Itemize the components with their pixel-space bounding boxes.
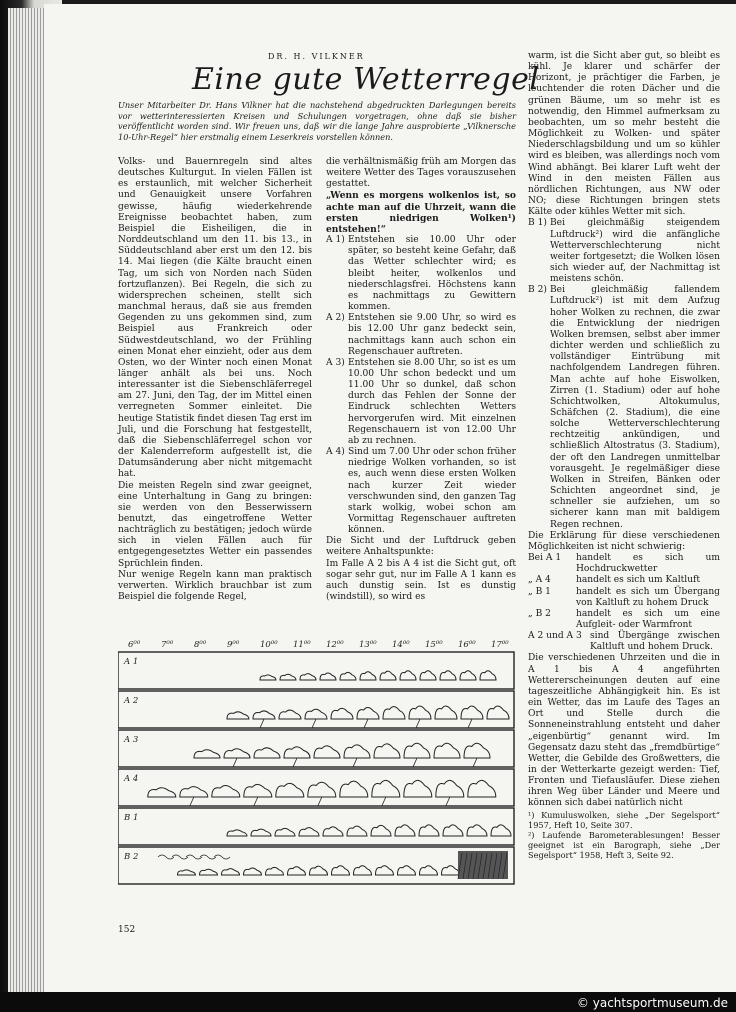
time-label: 16⁰⁰ bbox=[458, 640, 476, 650]
explain-text: sind Übergänge zwischen Kaltluft und hohem Druck. bbox=[590, 631, 720, 653]
cirrus-mark bbox=[200, 855, 216, 859]
cloud-mark bbox=[398, 866, 416, 875]
article-title: Eine gute Wetterregel bbox=[192, 62, 540, 97]
cloud-mark bbox=[467, 825, 487, 836]
cloud-mark bbox=[371, 825, 391, 836]
rain-streak bbox=[364, 719, 368, 728]
cloud-mark bbox=[253, 711, 275, 719]
time-label: 17⁰⁰ bbox=[491, 640, 509, 650]
explain-text: handelt es sich um Übergang von Kaltluft zu hohem Druck bbox=[576, 586, 720, 608]
rain-streak bbox=[233, 758, 237, 767]
time-label: 15⁰⁰ bbox=[425, 640, 443, 650]
cloud-mark bbox=[178, 870, 196, 875]
time-label: 12⁰⁰ bbox=[326, 640, 344, 650]
cloud-mark bbox=[323, 827, 343, 836]
time-label: 10⁰⁰ bbox=[260, 640, 278, 650]
cloud-mark bbox=[331, 708, 353, 719]
cloud-mark bbox=[400, 671, 416, 680]
explain-text: handelt es sich um Kaltluft bbox=[576, 575, 701, 586]
explain-text: handelt es sich um Hochdruckwetter bbox=[576, 553, 720, 575]
cloud-mark bbox=[357, 707, 379, 719]
watermark: © yachtsportmuseum.de bbox=[576, 996, 728, 1010]
cloud-mark bbox=[434, 743, 460, 758]
rain-streak bbox=[190, 797, 194, 806]
cloud-mark bbox=[374, 744, 400, 758]
cloud-mark bbox=[461, 706, 483, 719]
rain-streak bbox=[312, 719, 316, 728]
time-label: 7⁰⁰ bbox=[161, 640, 174, 650]
paragraph: Die meisten Regeln sind zwar geeignet, eine Unterhaltung in Gang zu bringen: sie werden von den Besserwissern benutzt, das eingetroffene Wetter nachträglich zu bestätigen; jedoch würde sich in vielen Fällen auch für entgegengesetztes Wetter ein passendes Sprüchlein finden. bbox=[118, 480, 312, 569]
explain-item bbox=[528, 631, 720, 653]
paragraph: warm, ist die Sicht aber gut, so bleibt es kühl. Je klarer und schärfer der Horizont, je prächtiger die Farben, je leuchtender die roten Dächer und die grünen Bäume, um so mehr ist es notwendig, den Himmel aufmerksam zu beobachten, um so mehr besteht die Möglichkeit zu Wolken- und später Niederschlagsbildung und um so kühler wird es bleiben, was allerdings noch vom Wind abhängt. Bei klarer Luft weht der Wind in den meisten Fällen aus nördlichen Richtungen, aus NW oder NO; diese Richtungen bringen stets Kälte oder kühles Wetter mit sich. bbox=[528, 51, 720, 218]
rule-item-label: B 1) bbox=[528, 218, 547, 229]
cloud-mark bbox=[276, 783, 304, 797]
rain-streak bbox=[293, 758, 297, 767]
cloud-mark bbox=[300, 674, 316, 680]
cloud-mark bbox=[420, 866, 438, 875]
rule-item bbox=[528, 218, 720, 285]
cloud-mark bbox=[332, 866, 350, 875]
cloud-mark bbox=[487, 706, 509, 719]
time-label: 13⁰⁰ bbox=[359, 640, 377, 650]
rule-item bbox=[326, 313, 516, 358]
cloud-mark bbox=[275, 828, 295, 836]
rule-item-label: A 2) bbox=[326, 313, 345, 324]
cloud-mark bbox=[395, 825, 415, 836]
cloud-mark bbox=[480, 671, 496, 680]
explain-text: handelt es sich um eine Aufgleit- oder Warmfront bbox=[576, 608, 720, 630]
rain-streak bbox=[318, 797, 322, 806]
cirrus-mark bbox=[172, 855, 188, 859]
cloud-mark bbox=[222, 869, 240, 875]
cloud-mark bbox=[200, 869, 218, 875]
cloud-mark bbox=[279, 710, 301, 719]
paragraph: Die verschiedenen Uhrzeiten und die in A 1 bis A 4 angeführten Wettererscheinungen deuten auf eine tageszeitliche Abhängigkeit hin. Es ist ein Wetter, das im Laufe des Tages an Ort und Stelle durch die Sonneneinstrahlung entsteht und daher „eigenbürtig“ genannt wird. Im Gegensatz dazu steht das „fremdbürtige“ Wetter, die Gebilde des Großwetters, die in der Wetterkarte gezeigt werden: Tief, Fronten und Tiefausläufer. Diese ziehen ihren Weg über Länder und Meere und können sich dabei natürlich nicht bbox=[528, 653, 720, 809]
rain-streak bbox=[473, 758, 477, 767]
cloud-mark bbox=[404, 780, 432, 797]
explain-item bbox=[528, 553, 720, 575]
figure-row-box bbox=[118, 847, 514, 884]
time-label: 9⁰⁰ bbox=[227, 640, 240, 650]
rule-item-label: B 2) bbox=[528, 285, 547, 296]
rain-streak bbox=[416, 719, 420, 728]
cloud-mark bbox=[360, 672, 376, 680]
cloud-mark bbox=[383, 707, 405, 719]
rule-item-text: Entstehen sie 9.00 Uhr, so wird es bis 12.00 Uhr ganz bedeckt sein, nachmittags kann auch schon ein Regenschauer auftreten. bbox=[348, 313, 516, 357]
rule-item-label: A 1) bbox=[326, 235, 345, 246]
cloud-mark bbox=[224, 749, 250, 758]
row-label: B 2 bbox=[124, 852, 139, 862]
explain-label: „ B 1 bbox=[528, 586, 551, 597]
author-line: DR. H. VILKNER bbox=[268, 52, 365, 61]
cloud-mark bbox=[310, 866, 328, 875]
rain-streak bbox=[260, 719, 264, 728]
explain-label: „ B 2 bbox=[528, 608, 551, 619]
time-label: 11⁰⁰ bbox=[293, 640, 311, 650]
cloud-mark bbox=[376, 866, 394, 875]
cloud-mark bbox=[404, 743, 430, 758]
cloud-mark bbox=[443, 825, 463, 836]
cloud-mark bbox=[227, 712, 249, 719]
rain-streak bbox=[468, 719, 472, 728]
cloud-mark bbox=[266, 867, 284, 875]
explain-label: „ A 4 bbox=[528, 575, 551, 586]
paragraph: Nur wenige Regeln kann man praktisch verwerten. Wirklich brauchbar ist zum Beispiel die folgende Regel, bbox=[118, 569, 312, 603]
cloud-mark bbox=[244, 868, 262, 875]
cloud-mark bbox=[280, 674, 296, 680]
time-label: 14⁰⁰ bbox=[392, 640, 410, 650]
cloud-mark bbox=[419, 825, 439, 836]
footnote: ¹) Kumuluswolken, siehe „Der Segelsport“ 1957, Heft 10, Seite 307. bbox=[528, 809, 720, 830]
cloud-mark bbox=[299, 828, 319, 836]
rain-streak bbox=[254, 797, 258, 806]
cloud-mark bbox=[380, 671, 396, 680]
page-edges bbox=[8, 8, 44, 993]
time-label: 6⁰⁰ bbox=[128, 640, 141, 650]
figure-row-box bbox=[118, 652, 514, 689]
rule-statement: „Wenn es morgens wolkenlos ist, so achte man auf die Uhrzeit, wann die ersten niedrigen Wolken¹) entstehen!“ bbox=[326, 190, 516, 235]
paragraph: die verhältnismäßig früh am Morgen das weitere Wetter des Tages vorauszusehen gestattet. bbox=[326, 157, 516, 190]
cloud-mark bbox=[254, 748, 280, 758]
column-1 bbox=[118, 157, 312, 603]
cloud-mark bbox=[314, 746, 340, 758]
rain-streak bbox=[382, 797, 386, 806]
cloud-mark bbox=[372, 780, 400, 797]
rule-item-text: Entstehen sie 8.00 Uhr, so ist es um 10.00 Uhr schon bedeckt und um 11.00 Uhr so dunkel, daß schon durch das Fehlen der Sonne der Eindruck schlechten Wetters hervorgerufen wird. Mit einzelnen Regenschauern ist von 12.00 Uhr ab zu rechnen. bbox=[348, 357, 516, 446]
rule-item bbox=[326, 235, 516, 313]
cloud-mark bbox=[212, 786, 240, 797]
cloud-mark bbox=[464, 743, 490, 758]
cloud-mark bbox=[340, 781, 368, 797]
row-label: A 4 bbox=[124, 774, 139, 784]
rain-streak bbox=[446, 797, 450, 806]
page-number: 152 bbox=[118, 925, 136, 935]
rule-item-text: Entstehen sie 10.00 Uhr oder später, so besteht keine Gefahr, daß das Wetter schlechter wird; es bleibt heiter, wolkenlos und niederschlagsfrei. Höchstens kann es nachmittags zu Gewittern kommen. bbox=[348, 235, 516, 313]
cloud-mark bbox=[436, 780, 464, 797]
cloud-mark bbox=[460, 671, 476, 680]
rain-streak bbox=[353, 758, 357, 767]
intro-paragraph: Unser Mitarbeiter Dr. Hans Vilkner hat die nachstehend abgedruckten Darlegungen bereits vor wetterinteressierten Kreisen und Schulungen vorgetragen, ohne daß sie bisher veröffentlicht worden sind. Wir freuen uns, daß wir die lange Jahre ausprobierte „Vilknersche 10-Uhr-Regel“ hier erstmalig einem Leserkreis vorstellen können. bbox=[118, 100, 516, 142]
cirrus-mark bbox=[186, 855, 202, 859]
rule-item bbox=[528, 285, 720, 530]
cloud-mark bbox=[194, 750, 220, 758]
rule-item-text: Sind um 7.00 Uhr oder schon früher niedrige Wolken vorhanden, so ist es, auch wenn diese ersten Wolken nach kurzer Zeit wieder verschwunden sind, den ganzen Tag stark wolkig, wobei schon am Vormittag Regenschauer auftreten können. bbox=[348, 447, 516, 536]
cloud-mark bbox=[435, 706, 457, 719]
rule-item-text: Bei gleichmäßig steigendem Luftdruck²) wird die anfängliche Wetterverschlechterung nicht weiter fortgesetzt; die Wolken lösen sich wieder auf, der Nachmittag ist meistens schön. bbox=[550, 218, 720, 285]
cirrus-mark bbox=[214, 855, 230, 859]
row-label: B 1 bbox=[124, 813, 139, 823]
paragraph: Die Sicht und der Luftdruck geben weitere Anhaltspunkte: bbox=[326, 536, 516, 558]
cloud-timeline-figure bbox=[118, 636, 518, 892]
cloud-mark bbox=[354, 866, 372, 875]
time-label: 8⁰⁰ bbox=[194, 640, 207, 650]
cloud-mark bbox=[308, 782, 336, 797]
paragraph: Die Erklärung für diese verschiedenen Möglichkeiten ist nicht schwierig: bbox=[528, 530, 720, 552]
cloud-mark bbox=[491, 825, 511, 836]
rule-item bbox=[326, 447, 516, 536]
rule-item-label: A 3) bbox=[326, 357, 345, 368]
cloud-mark bbox=[468, 780, 496, 797]
cloud-mark bbox=[251, 829, 271, 836]
cloud-mark bbox=[409, 706, 431, 719]
cloud-mark bbox=[260, 675, 276, 680]
cloud-mark bbox=[227, 830, 247, 836]
cloud-mark bbox=[442, 866, 460, 875]
cloud-mark bbox=[440, 671, 456, 680]
cloud-mark bbox=[148, 788, 176, 797]
cloud-mark bbox=[288, 867, 306, 875]
rule-item-text: Bei gleichmäßig fallendem Luftdruck²) ist mit dem Aufzug hoher Wolken zu rechnen, die zwar die Entwicklung der niedrigen Wolken bremsen, selbst aber immer dichter werden und schließlich zu vollständiger Eintrübung mit nachfolgendem Landregen führen. Man achte auf hohe Eiswolken, Zirren (1. Stadium) oder auf hohe Schichtwolken, Altokumulus, Schäfchen (2. Stadium), die eine solche Wetterverschlechterung rechtzeitig ankündigen, und schließlich Altostratus (3. Stadium), der oft den Landregen unmittelbar vorausgeht. Je regelmäßiger diese Wolken in Streifen, Bänken oder Schichten angeordnet sind, je schneller sie aufziehen, um so sicherer kann man mit baldigem Regen rechnen. bbox=[550, 285, 720, 530]
cloud-mark bbox=[180, 787, 208, 797]
row-label: A 1 bbox=[124, 657, 139, 667]
rule-item-label: A 4) bbox=[326, 447, 345, 458]
cloud-mark bbox=[305, 709, 327, 719]
row-label: A 2 bbox=[124, 696, 139, 706]
paragraph: Volks- und Bauernregeln sind altes deutsches Kulturgut. In vielen Fällen ist es erstaunlich, mit welcher Sicherheit und Genauigkeit unsere Vorfahren gewisse, häufig wiederkehrende Ereignisse beobachtet haben, zum Beispiel die Eisheiligen, die in Norddeutschland um den 11. bis 13., in Süddeutschland aber erst um den 12. bis 14. Mai liegen (die Kälte braucht einen Tag, um sich von Norden nach Süden fortzuflanzen). Bei Regeln, die sich zu widersprechen scheinen, stellt sich manchmal heraus, daß sie aus fremden Gegenden zu uns gekommen sind, zum Beispiel aus Frankreich oder Südwestdeutschland, wo der Frühling einen Monat eher einzieht, oder aus dem Osten, wo der Winter noch einen Monat länger anhält als bei uns. Noch interessanter ist die Siebenschläferregel am 27. Juni, den Tag, der im Mittel einen verregneten Sommer einleitet. Die heutige Statistik findet diesen Tag erst im Juli, und die Forschung hat festgestellt, daß die Siebenschläferregel schon vor der Kalenderreform aufgestellt ist, die Datumsänderung aber nicht mitgemacht hat. bbox=[118, 157, 312, 480]
footnote: ²) Laufende Barometerablesungen! Besser geeignet ist ein Barograph, siehe „Der Segelsport“ 1958, Heft 3, Seite 92. bbox=[528, 830, 720, 861]
cirrus-mark bbox=[158, 855, 174, 859]
row-label: A 3 bbox=[124, 735, 139, 745]
explain-item bbox=[528, 575, 720, 586]
cloud-mark bbox=[284, 747, 310, 758]
column-3 bbox=[528, 51, 720, 861]
rain-streak bbox=[413, 758, 417, 767]
cloud-mark bbox=[340, 672, 356, 680]
cloud-mark bbox=[244, 784, 272, 797]
explain-item bbox=[528, 587, 720, 609]
column-2 bbox=[326, 157, 516, 603]
cloud-mark bbox=[344, 745, 370, 758]
explain-label: Bei A 1 bbox=[528, 553, 562, 564]
cloud-mark bbox=[320, 673, 336, 680]
cloud-mark bbox=[420, 671, 436, 680]
paragraph: Im Falle A 2 bis A 4 ist die Sicht gut, oft sogar sehr gut, nur im Falle A 1 kann es auch dunstig sein. Ist es dunstig (windstill), so wird es bbox=[326, 558, 516, 603]
rule-item bbox=[326, 358, 516, 447]
explain-item bbox=[528, 609, 720, 631]
explain-label: A 2 und A 3 bbox=[528, 631, 582, 642]
cloud-mark bbox=[347, 826, 367, 836]
